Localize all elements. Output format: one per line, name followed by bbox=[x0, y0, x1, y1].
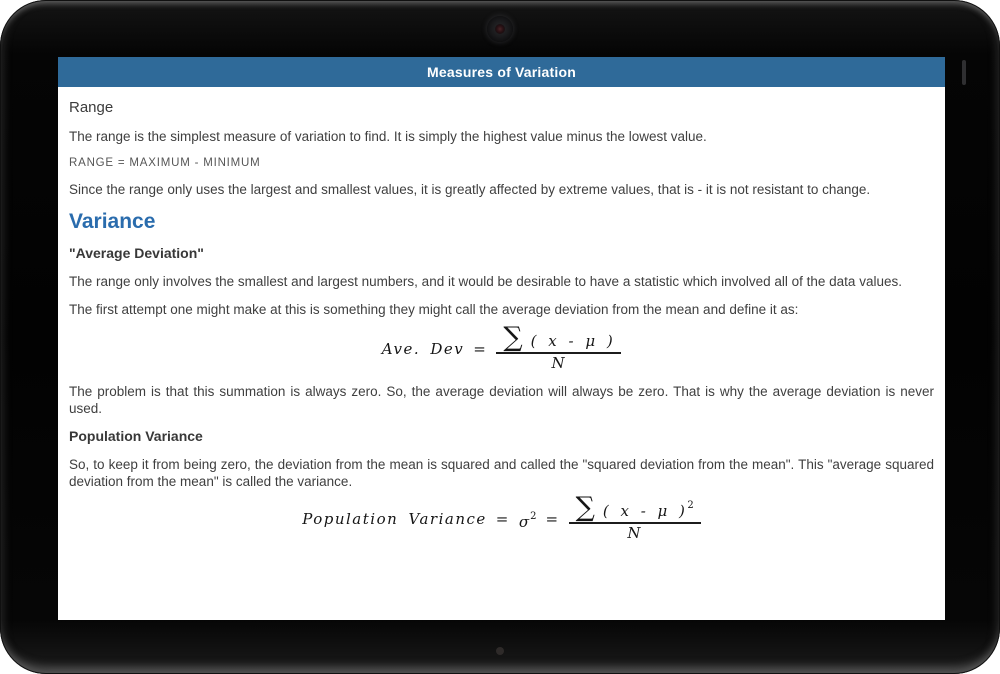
formula-lhs: Population Variance bbox=[302, 509, 487, 528]
average-deviation-paragraph-2: The first attempt one might make at this is something they might call the average deviation from the mean and define it as: bbox=[69, 302, 799, 317]
variance-heading: Variance bbox=[69, 210, 156, 233]
range-note-paragraph: Since the range only uses the largest and smallest values, it is greatly affected by extreme values, that is - it is not resistant to change. bbox=[69, 182, 871, 197]
numerator-expression: ( x - μ ) bbox=[530, 332, 615, 350]
fraction bbox=[496, 322, 621, 372]
fraction-denominator: N bbox=[551, 354, 567, 372]
fraction-numerator bbox=[569, 492, 701, 524]
range-heading: Range bbox=[69, 99, 114, 116]
numerator-expression bbox=[603, 497, 694, 520]
average-deviation-paragraph-1: The range only involves the smallest and largest numbers, and it would be desirable to have a statistic which involved all of the data values. bbox=[69, 274, 902, 289]
population-variance-formula bbox=[69, 492, 934, 542]
population-variance-paragraph: So, to keep it from being zero, the deviation from the mean is squared and called the "squared deviation from the mean". This "average squared deviation from the mean" is called the variance. bbox=[69, 457, 934, 489]
population-variance-heading: Population Variance bbox=[69, 428, 203, 444]
equals-sign: = bbox=[473, 339, 488, 358]
numerator-text: ( x - μ ) bbox=[602, 502, 687, 520]
range-paragraph: The range is the simplest measure of variation to find. It is simply the highest value minus the lowest value. bbox=[69, 129, 707, 144]
numerator-exponent: 2 bbox=[687, 500, 694, 511]
summation-sigma-icon: ∑ bbox=[575, 492, 595, 523]
content-area[interactable] bbox=[58, 87, 945, 620]
app-header bbox=[58, 57, 945, 87]
home-indicator-dot bbox=[496, 647, 504, 655]
tablet-screen bbox=[58, 57, 945, 620]
sigma-squared bbox=[519, 508, 537, 531]
page-title: Measures of Variation bbox=[427, 64, 576, 80]
range-formula-text: RANGE = MAXIMUM - MINIMUM bbox=[69, 157, 261, 169]
summation-sigma-icon: ∑ bbox=[503, 322, 523, 353]
equals-sign: = bbox=[495, 509, 510, 528]
front-camera-icon bbox=[487, 16, 513, 42]
sigma-symbol: σ bbox=[518, 512, 530, 531]
fraction-denominator: N bbox=[627, 524, 642, 542]
formula-lhs: Ave. Dev bbox=[381, 339, 465, 358]
sigma-exponent: 2 bbox=[530, 510, 537, 522]
fraction-numerator bbox=[496, 322, 621, 354]
camera-lens-icon bbox=[495, 24, 505, 34]
ambient-sensor-icon bbox=[962, 60, 966, 85]
equals-sign: = bbox=[545, 509, 560, 528]
average-deviation-formula bbox=[69, 322, 934, 372]
average-deviation-paragraph-3: The problem is that this summation is always zero. So, the average deviation will always be zero. That is why the average deviation is never used. bbox=[69, 384, 934, 416]
fraction bbox=[569, 492, 701, 542]
average-deviation-heading: "Average Deviation" bbox=[69, 245, 204, 261]
